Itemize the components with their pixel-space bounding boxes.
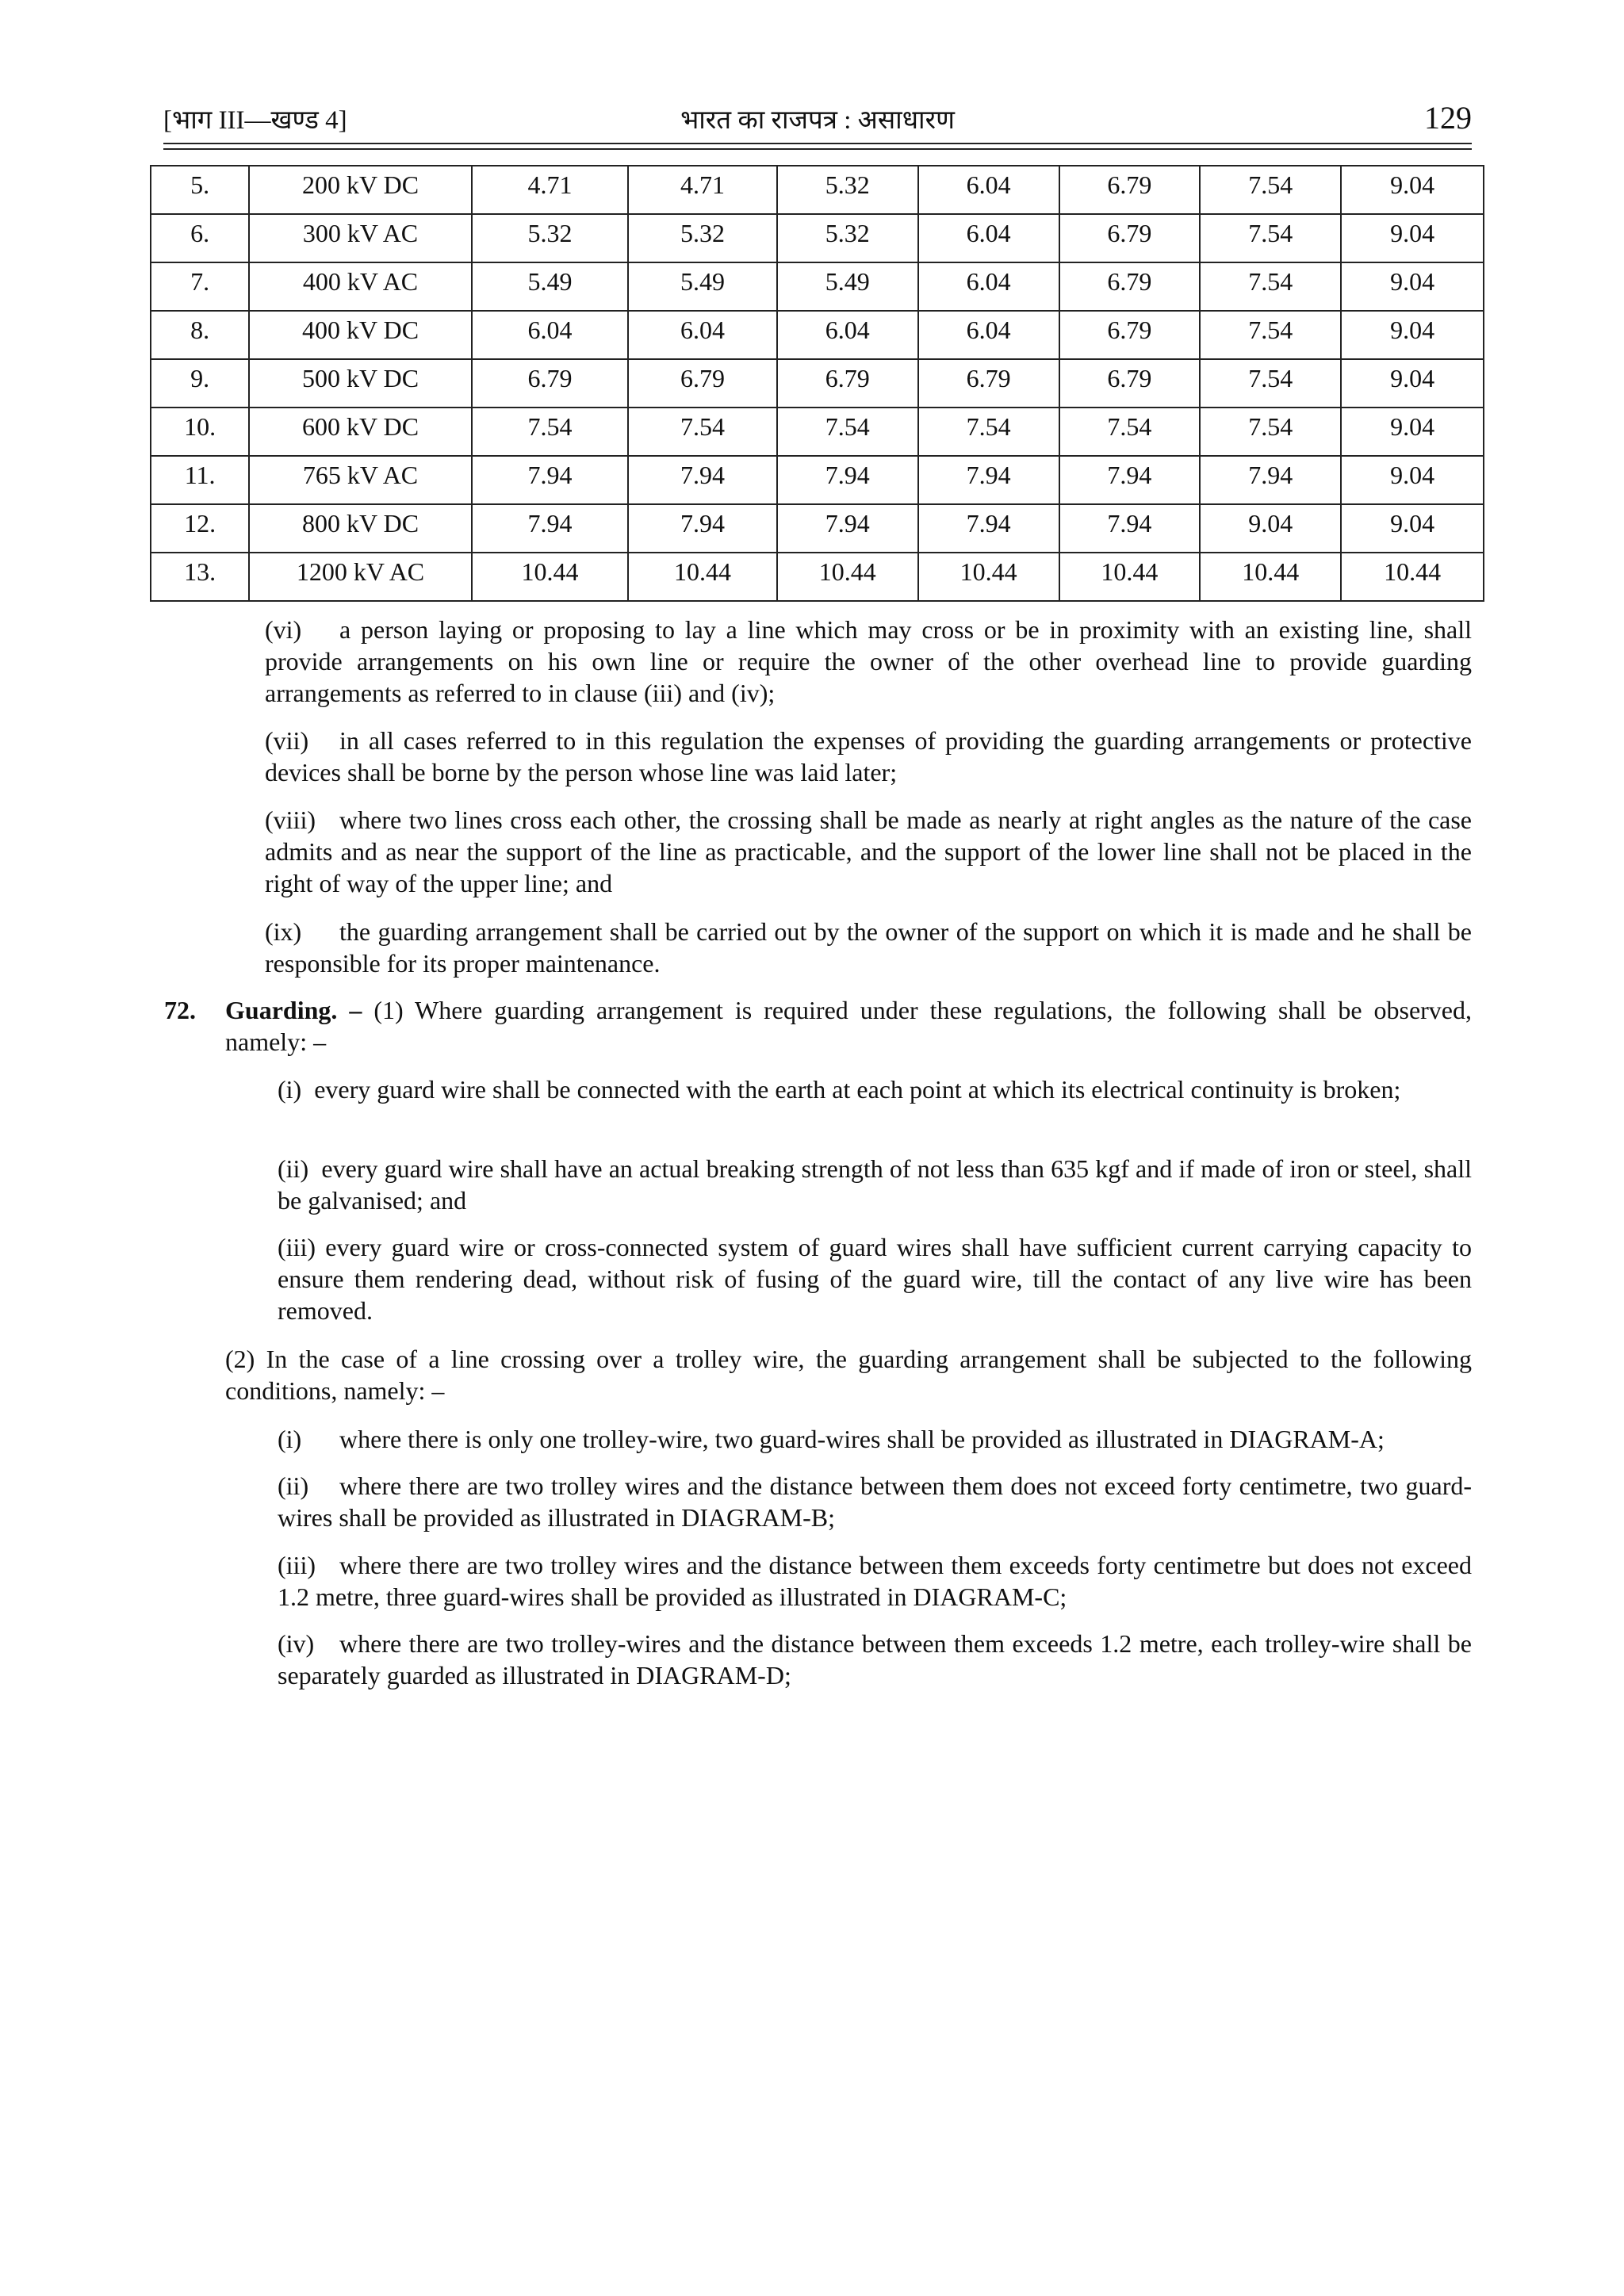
table-row [151, 311, 1484, 359]
clearance-table-body [151, 166, 1484, 601]
table-cell-clearance: 6.79 [777, 359, 918, 408]
table-cell-voltage: 600 kV DC [249, 408, 472, 456]
table-cell-voltage: 300 kV AC [249, 214, 472, 262]
table-cell-voltage: 400 kV AC [249, 262, 472, 311]
table-cell-serial: 7. [151, 262, 249, 311]
table-row [151, 214, 1484, 262]
table-cell-serial: 6. [151, 214, 249, 262]
table-cell-clearance: 7.94 [1059, 456, 1201, 504]
table-cell-clearance: 7.94 [472, 504, 628, 553]
table-cell-voltage: 800 kV DC [249, 504, 472, 553]
table-cell-clearance: 6.04 [918, 166, 1059, 214]
clause-ix-label: (ix) [265, 917, 302, 946]
table-cell-clearance: 7.54 [1200, 408, 1341, 456]
sub2-item-ii-text: where there are two trolley wires and the distance between them does not exceed forty centimetre, two guard-wires shall be provided as illustrated in DIAGRAM-B; [278, 1471, 1472, 1532]
table-cell-clearance: 10.44 [472, 553, 628, 601]
sub2-item-i-text: where there is only one trolley-wire, two guard-wires shall be provided as illustrated in DIAGRAM-A; [339, 1425, 1385, 1453]
section-72-number: 72. [164, 996, 196, 1024]
table-cell-clearance: 6.79 [1059, 166, 1201, 214]
table-cell-clearance: 5.32 [777, 214, 918, 262]
sub2-item-iv-label: (iv) [278, 1629, 315, 1658]
clause-viii [265, 804, 1472, 899]
table-cell-clearance: 5.49 [472, 262, 628, 311]
header-part-section: [भाग III—खण्ड 4] [163, 106, 347, 135]
sub1-item-i [278, 1073, 1472, 1105]
table-cell-clearance: 7.94 [1059, 504, 1201, 553]
sub2-item-i-label: (i) [278, 1425, 302, 1453]
table-cell-clearance: 9.04 [1341, 311, 1484, 359]
table-cell-clearance: 6.04 [918, 311, 1059, 359]
table-cell-voltage: 500 kV DC [249, 359, 472, 408]
table-cell-clearance: 10.44 [918, 553, 1059, 601]
sub2-item-ii-label: (ii) [278, 1471, 309, 1500]
table-cell-serial: 8. [151, 311, 249, 359]
table-cell-clearance: 4.71 [472, 166, 628, 214]
table-cell-clearance: 9.04 [1200, 504, 1341, 553]
table-cell-clearance: 6.79 [1059, 214, 1201, 262]
table-cell-clearance: 7.54 [918, 408, 1059, 456]
clause-vii-text: in all cases referred to in this regulation the expenses of providing the guarding arrangements or protective devices shall be borne by the person whose line was laid later; [265, 726, 1472, 786]
sub2-item-iii [278, 1549, 1472, 1613]
table-cell-clearance: 7.54 [1200, 311, 1341, 359]
sub2-item-iii-label: (iii) [278, 1551, 316, 1579]
sub1-item-ii-label: (ii) [278, 1154, 309, 1183]
clause-vii-label: (vii) [265, 726, 309, 755]
table-cell-clearance: 10.44 [1059, 553, 1201, 601]
table-cell-clearance: 7.54 [1200, 262, 1341, 311]
table-cell-clearance: 6.04 [472, 311, 628, 359]
sub2-item-i [278, 1423, 1472, 1455]
table-cell-clearance: 7.94 [918, 504, 1059, 553]
section-72-title: Guarding. – [225, 996, 362, 1024]
table-row [151, 359, 1484, 408]
table-cell-clearance: 6.79 [918, 359, 1059, 408]
table-cell-clearance: 7.54 [1200, 214, 1341, 262]
page-header [163, 98, 1472, 143]
header-rule-top [163, 143, 1472, 144]
sub1-item-i-label: (i) [278, 1075, 302, 1104]
table-cell-clearance: 10.44 [777, 553, 918, 601]
page-number: 129 [1424, 100, 1472, 136]
table-cell-clearance: 6.04 [918, 262, 1059, 311]
clause-viii-label: (viii) [265, 806, 316, 834]
table-cell-clearance: 9.04 [1341, 504, 1484, 553]
table-cell-clearance: 5.49 [777, 262, 918, 311]
table-cell-clearance: 5.32 [777, 166, 918, 214]
table-cell-clearance: 10.44 [628, 553, 777, 601]
table-cell-clearance: 6.04 [918, 214, 1059, 262]
table-cell-clearance: 7.94 [628, 456, 777, 504]
table-cell-clearance: 6.04 [777, 311, 918, 359]
table-cell-clearance: 10.44 [1200, 553, 1341, 601]
clause-ix-text: the guarding arrangement shall be carried out by the owner of the support on which it is made and he shall be responsible for its proper maintenance. [265, 917, 1472, 978]
table-row [151, 553, 1484, 601]
table-cell-clearance: 7.94 [1200, 456, 1341, 504]
table-cell-clearance: 6.79 [1059, 359, 1201, 408]
table-cell-clearance: 7.54 [472, 408, 628, 456]
table-row [151, 166, 1484, 214]
table-cell-voltage: 400 kV DC [249, 311, 472, 359]
sub1-item-i-text: every guard wire shall be connected with the earth at each point at which its electrical continuity is broken; [314, 1075, 1401, 1104]
table-cell-clearance: 7.54 [1200, 359, 1341, 408]
table-cell-serial: 12. [151, 504, 249, 553]
table-cell-clearance: 5.49 [628, 262, 777, 311]
clause-ix [265, 916, 1472, 979]
section-72-intro [225, 994, 1472, 1058]
sub1-item-iii-text: every guard wire or cross-connected system of guard wires shall have sufficient current carrying capacity to ensure them rendering dead, without risk of fusing of the guard wire, till the contact of any live wire has been removed. [278, 1233, 1473, 1325]
table-cell-clearance: 6.79 [472, 359, 628, 408]
clause-vi-text: a person laying or proposing to lay a line which may cross or be in proximity with an existing line, shall provide arrangements on his own line or require the owner of the other overhead line to provide guarding arrangements as referred to in clause (iii) and (iv); [265, 615, 1472, 707]
table-cell-clearance: 7.54 [628, 408, 777, 456]
table-cell-serial: 5. [151, 166, 249, 214]
table-cell-clearance: 7.94 [777, 504, 918, 553]
table-cell-serial: 11. [151, 456, 249, 504]
sub2-item-iii-text: where there are two trolley wires and the distance between them exceeds forty centimetre but does not exceed 1.2 metre, three guard-wires shall be provided as illustrated in DIAGRAM-C; [278, 1551, 1472, 1611]
table-cell-clearance: 7.94 [777, 456, 918, 504]
table-cell-clearance: 6.04 [628, 311, 777, 359]
table-cell-serial: 13. [151, 553, 249, 601]
section-72-para-2: (2) In the case of a line crossing over a trolley wire, the guarding arrangement shall be subjected to the following conditions, namely: – [225, 1345, 1472, 1405]
table-cell-clearance: 5.32 [472, 214, 628, 262]
table-cell-serial: 10. [151, 408, 249, 456]
sub2-item-iv [278, 1628, 1472, 1691]
table-cell-clearance: 7.94 [628, 504, 777, 553]
sub1-item-ii-text: every guard wire shall have an actual breaking strength of not less than 635 kgf and if made of iron or steel, shall be galvanised; and [278, 1154, 1473, 1215]
table-cell-clearance: 6.79 [1059, 262, 1201, 311]
table-cell-clearance: 5.32 [628, 214, 777, 262]
table-cell-clearance: 9.04 [1341, 166, 1484, 214]
sub2-item-iv-text: where there are two trolley-wires and the distance between them exceeds 1.2 metre, each trolley-wire shall be separately guarded as illustrated in DIAGRAM-D; [278, 1629, 1472, 1689]
table-cell-clearance: 7.94 [918, 456, 1059, 504]
table-cell-clearance: 9.04 [1341, 456, 1484, 504]
table-cell-clearance: 9.04 [1341, 359, 1484, 408]
table-cell-serial: 9. [151, 359, 249, 408]
table-cell-voltage: 1200 kV AC [249, 553, 472, 601]
table-cell-clearance: 6.79 [1059, 311, 1201, 359]
clause-vi [265, 614, 1472, 709]
table-cell-voltage: 200 kV DC [249, 166, 472, 214]
table-cell-clearance: 9.04 [1341, 262, 1484, 311]
sub1-item-iii [278, 1231, 1472, 1326]
sub1-item-ii [278, 1153, 1472, 1216]
table-cell-clearance: 4.71 [628, 166, 777, 214]
table-row [151, 262, 1484, 311]
table-cell-clearance: 10.44 [1341, 553, 1484, 601]
sub1-item-iii-label: (iii) [278, 1233, 316, 1261]
table-cell-clearance: 7.54 [777, 408, 918, 456]
table-cell-clearance: 7.54 [1200, 166, 1341, 214]
header-gazette-title: भारत का राजपत्र : असाधारण [680, 106, 955, 135]
clearance-table [150, 165, 1484, 602]
table-cell-clearance: 9.04 [1341, 408, 1484, 456]
clause-vii [265, 725, 1472, 788]
table-cell-voltage: 765 kV AC [249, 456, 472, 504]
table-row [151, 408, 1484, 456]
clause-vi-label: (vi) [265, 615, 302, 644]
table-cell-clearance: 9.04 [1341, 214, 1484, 262]
table-cell-clearance: 6.79 [628, 359, 777, 408]
header-rule-bottom [163, 148, 1472, 150]
table-row [151, 504, 1484, 553]
table-cell-clearance: 7.54 [1059, 408, 1201, 456]
table-cell-clearance: 7.94 [472, 456, 628, 504]
clause-viii-text: where two lines cross each other, the crossing shall be made as nearly at right angles as the nature of the case admits and as near the support of the line as practicable, and the support of the lower line shall not be placed in the right of way of the upper line; and [265, 806, 1472, 897]
section-72-intro-text: (1) Where guarding arrangement is required under these regulations, the following shall be observed, namely: – [225, 996, 1472, 1056]
sub2-item-ii [278, 1470, 1472, 1533]
table-row [151, 456, 1484, 504]
